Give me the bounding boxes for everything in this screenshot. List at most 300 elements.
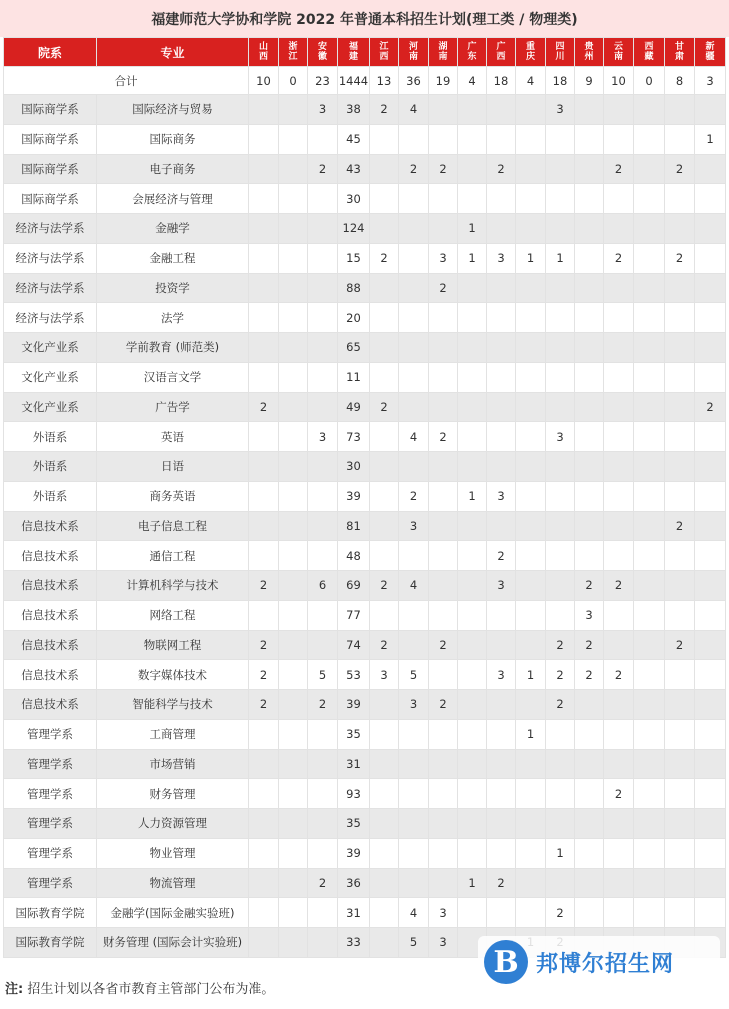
header-province-char: 广 — [467, 42, 477, 52]
quota-cell — [308, 214, 338, 244]
dept-cell: 管理学系 — [4, 809, 97, 839]
total-cell: 1444 — [338, 67, 370, 95]
quota-cell: 2 — [487, 868, 516, 898]
quota-cell — [634, 660, 665, 690]
quota-cell — [399, 452, 429, 482]
quota-cell — [604, 124, 634, 154]
header-province-char: 湖 — [438, 42, 448, 52]
quota-cell — [249, 779, 279, 809]
quota-cell — [695, 333, 726, 363]
header-province-char: 浙 — [288, 42, 298, 52]
quota-cell — [279, 154, 308, 184]
total-cell: 4 — [458, 67, 487, 95]
quota-cell — [308, 600, 338, 630]
quota-cell — [695, 571, 726, 601]
quota-cell — [546, 124, 575, 154]
quota-cell — [665, 481, 695, 511]
major-cell: 商务英语 — [97, 481, 249, 511]
quota-cell — [399, 362, 429, 392]
header-province-char: 广 — [496, 42, 506, 52]
quota-cell — [665, 690, 695, 720]
table-row — [4, 600, 726, 630]
quota-cell — [546, 392, 575, 422]
quota-cell — [634, 452, 665, 482]
quota-cell — [665, 541, 695, 571]
quota-cell: 2 — [604, 660, 634, 690]
quota-cell: 20 — [338, 303, 370, 333]
quota-cell — [458, 719, 487, 749]
quota-cell — [279, 481, 308, 511]
quota-cell — [429, 660, 458, 690]
quota-cell — [399, 243, 429, 273]
quota-cell — [487, 362, 516, 392]
quota-cell: 2 — [249, 690, 279, 720]
major-cell: 投资学 — [97, 273, 249, 303]
quota-cell: 30 — [338, 452, 370, 482]
watermark — [478, 936, 720, 988]
header-province-char: 新 — [705, 42, 715, 52]
quota-cell — [458, 809, 487, 839]
quota-cell: 2 — [370, 392, 399, 422]
quota-cell — [487, 719, 516, 749]
header-province-char: 南 — [613, 52, 623, 62]
quota-cell — [575, 868, 604, 898]
table-row — [4, 481, 726, 511]
quota-cell — [516, 541, 546, 571]
quota-cell: 11 — [338, 362, 370, 392]
quota-cell — [665, 124, 695, 154]
quota-cell — [695, 779, 726, 809]
table-row — [4, 779, 726, 809]
quota-cell — [695, 184, 726, 214]
quota-cell — [665, 660, 695, 690]
quota-cell: 45 — [338, 124, 370, 154]
quota-cell — [279, 600, 308, 630]
quota-cell — [458, 571, 487, 601]
quota-cell — [546, 749, 575, 779]
table-row — [4, 303, 726, 333]
quota-cell — [546, 481, 575, 511]
quota-cell — [399, 809, 429, 839]
header-province-char: 西 — [644, 42, 654, 52]
quota-cell: 35 — [338, 809, 370, 839]
quota-cell — [634, 333, 665, 363]
quota-cell — [604, 868, 634, 898]
quota-cell — [370, 214, 399, 244]
quota-cell: 5 — [399, 928, 429, 958]
quota-cell: 2 — [546, 630, 575, 660]
quota-cell — [516, 600, 546, 630]
header-province — [338, 38, 370, 67]
table-header-row — [4, 38, 726, 67]
footnote — [5, 978, 274, 997]
quota-cell — [546, 719, 575, 749]
quota-cell: 1 — [458, 868, 487, 898]
quota-cell: 2 — [249, 571, 279, 601]
quota-cell: 2 — [487, 154, 516, 184]
quota-cell — [458, 362, 487, 392]
quota-cell — [279, 303, 308, 333]
quota-cell — [695, 600, 726, 630]
quota-cell — [516, 452, 546, 482]
quota-cell — [604, 898, 634, 928]
quota-cell — [308, 303, 338, 333]
quota-cell — [634, 184, 665, 214]
quota-cell — [308, 898, 338, 928]
quota-cell: 39 — [338, 690, 370, 720]
dept-cell: 国际教育学院 — [4, 898, 97, 928]
quota-cell: 1 — [516, 660, 546, 690]
quota-cell — [604, 838, 634, 868]
quota-cell: 49 — [338, 392, 370, 422]
quota-cell — [429, 571, 458, 601]
quota-cell — [249, 214, 279, 244]
table-row — [4, 838, 726, 868]
quota-cell: 35 — [338, 719, 370, 749]
quota-cell — [695, 243, 726, 273]
quota-cell — [665, 362, 695, 392]
quota-cell: 93 — [338, 779, 370, 809]
quota-cell — [634, 838, 665, 868]
total-label: 合计 — [4, 67, 249, 95]
quota-cell: 73 — [338, 422, 370, 452]
quota-cell: 2 — [604, 154, 634, 184]
quota-cell — [634, 809, 665, 839]
quota-cell — [458, 273, 487, 303]
quota-cell: 1 — [516, 719, 546, 749]
quota-cell — [516, 184, 546, 214]
major-cell: 国际经济与贸易 — [97, 95, 249, 125]
quota-cell: 53 — [338, 660, 370, 690]
quota-cell — [575, 243, 604, 273]
quota-cell — [279, 422, 308, 452]
quota-cell — [634, 273, 665, 303]
quota-cell — [634, 124, 665, 154]
quota-cell: 3 — [308, 95, 338, 125]
dept-cell: 外语系 — [4, 481, 97, 511]
quota-cell: 1 — [516, 243, 546, 273]
quota-cell — [249, 898, 279, 928]
table-row — [4, 124, 726, 154]
quota-cell — [308, 333, 338, 363]
dept-cell: 管理学系 — [4, 719, 97, 749]
major-cell: 物业管理 — [97, 838, 249, 868]
header-province — [308, 38, 338, 67]
quota-cell — [249, 838, 279, 868]
quota-cell: 2 — [546, 660, 575, 690]
quota-cell — [695, 868, 726, 898]
quota-cell — [308, 184, 338, 214]
quota-cell — [575, 95, 604, 125]
quota-cell — [546, 868, 575, 898]
enrollment-plan-table — [3, 37, 726, 958]
quota-cell — [604, 184, 634, 214]
quota-cell — [695, 154, 726, 184]
quota-cell — [516, 154, 546, 184]
quota-cell — [279, 124, 308, 154]
quota-cell — [604, 630, 634, 660]
header-province-char: 贵 — [584, 42, 594, 52]
quota-cell: 2 — [399, 154, 429, 184]
quota-cell: 2 — [249, 660, 279, 690]
quota-cell — [516, 481, 546, 511]
quota-cell — [575, 184, 604, 214]
quota-cell — [279, 452, 308, 482]
quota-cell: 2 — [429, 422, 458, 452]
quota-cell — [429, 779, 458, 809]
quota-cell — [695, 541, 726, 571]
quota-cell — [575, 422, 604, 452]
quota-cell — [249, 154, 279, 184]
quota-cell — [279, 214, 308, 244]
quota-cell — [575, 779, 604, 809]
quota-cell — [249, 422, 279, 452]
quota-cell — [575, 690, 604, 720]
quota-cell: 36 — [338, 868, 370, 898]
dept-cell: 经济与法学系 — [4, 243, 97, 273]
quota-cell — [604, 452, 634, 482]
table-row — [4, 243, 726, 273]
major-cell: 学前教育 (师范类) — [97, 333, 249, 363]
quota-cell — [575, 273, 604, 303]
major-cell: 物联网工程 — [97, 630, 249, 660]
quota-cell — [695, 690, 726, 720]
quota-cell — [695, 749, 726, 779]
dept-cell: 经济与法学系 — [4, 273, 97, 303]
quota-cell — [487, 273, 516, 303]
quota-cell — [429, 124, 458, 154]
quota-cell — [516, 362, 546, 392]
quota-cell — [516, 511, 546, 541]
header-province — [634, 38, 665, 67]
quota-cell — [429, 600, 458, 630]
table-row — [4, 184, 726, 214]
quota-cell — [604, 690, 634, 720]
quota-cell — [575, 511, 604, 541]
quota-cell — [575, 362, 604, 392]
quota-cell — [370, 541, 399, 571]
quota-cell: 2 — [429, 273, 458, 303]
quota-cell — [516, 749, 546, 779]
quota-cell — [516, 838, 546, 868]
major-cell: 智能科学与技术 — [97, 690, 249, 720]
quota-cell — [370, 838, 399, 868]
quota-cell — [458, 124, 487, 154]
header-province — [546, 38, 575, 67]
header-province-char: 山 — [258, 42, 268, 52]
header-major: 专业 — [97, 38, 249, 67]
quota-cell — [634, 422, 665, 452]
dept-cell: 外语系 — [4, 452, 97, 482]
quota-cell — [546, 362, 575, 392]
header-province — [487, 38, 516, 67]
quota-cell — [458, 660, 487, 690]
header-province-char: 甘 — [674, 42, 684, 52]
quota-cell — [487, 779, 516, 809]
quota-cell — [458, 749, 487, 779]
quota-cell — [458, 333, 487, 363]
major-cell: 金融学(国际金融实验班) — [97, 898, 249, 928]
header-province — [279, 38, 308, 67]
quota-cell — [370, 898, 399, 928]
header-province-char: 肃 — [674, 52, 684, 62]
table-row — [4, 719, 726, 749]
quota-cell — [634, 392, 665, 422]
header-province-char: 河 — [408, 42, 418, 52]
quota-cell — [279, 541, 308, 571]
quota-cell: 3 — [546, 95, 575, 125]
quota-cell — [575, 333, 604, 363]
dept-cell: 经济与法学系 — [4, 303, 97, 333]
quota-cell — [429, 452, 458, 482]
quota-cell — [575, 749, 604, 779]
quota-cell — [429, 719, 458, 749]
footnote-text: 招生计划以各省市教育主管部门公布为准。 — [27, 982, 275, 997]
quota-cell — [458, 600, 487, 630]
major-cell: 财务管理 — [97, 779, 249, 809]
quota-cell — [634, 600, 665, 630]
quota-cell — [370, 928, 399, 958]
quota-cell — [604, 422, 634, 452]
quota-cell — [458, 184, 487, 214]
quota-cell: 3 — [487, 660, 516, 690]
quota-cell — [429, 333, 458, 363]
quota-cell — [279, 630, 308, 660]
quota-cell — [665, 749, 695, 779]
quota-cell — [546, 273, 575, 303]
header-province — [429, 38, 458, 67]
quota-cell — [665, 95, 695, 125]
quota-cell — [249, 243, 279, 273]
quota-cell — [279, 779, 308, 809]
quota-cell — [604, 214, 634, 244]
dept-cell: 信息技术系 — [4, 690, 97, 720]
header-province — [575, 38, 604, 67]
quota-cell — [604, 809, 634, 839]
quota-cell — [370, 422, 399, 452]
quota-cell — [249, 452, 279, 482]
quota-cell — [634, 541, 665, 571]
quota-cell — [665, 838, 695, 868]
quota-cell — [429, 95, 458, 125]
quota-cell — [575, 452, 604, 482]
quota-cell: 5 — [399, 660, 429, 690]
quota-cell — [399, 719, 429, 749]
dept-cell: 信息技术系 — [4, 660, 97, 690]
quota-cell — [279, 868, 308, 898]
quota-cell — [370, 362, 399, 392]
quota-cell — [279, 928, 308, 958]
quota-cell — [487, 690, 516, 720]
quota-cell: 1 — [458, 481, 487, 511]
quota-cell — [370, 481, 399, 511]
quota-cell — [429, 214, 458, 244]
table-row — [4, 154, 726, 184]
quota-cell — [399, 779, 429, 809]
major-cell: 网络工程 — [97, 600, 249, 630]
quota-cell: 1 — [546, 838, 575, 868]
quota-cell — [429, 541, 458, 571]
dept-cell: 国际商学系 — [4, 184, 97, 214]
header-province — [370, 38, 399, 67]
quota-cell — [695, 273, 726, 303]
quota-cell — [695, 214, 726, 244]
quota-cell — [458, 898, 487, 928]
quota-cell — [279, 333, 308, 363]
quota-cell — [399, 630, 429, 660]
quota-cell — [249, 184, 279, 214]
quota-cell: 65 — [338, 333, 370, 363]
table-row — [4, 571, 726, 601]
quota-cell: 3 — [487, 243, 516, 273]
quota-cell — [487, 392, 516, 422]
quota-cell — [308, 362, 338, 392]
quota-cell — [665, 273, 695, 303]
header-province — [249, 38, 279, 67]
quota-cell — [399, 273, 429, 303]
quota-cell — [695, 660, 726, 690]
header-province-char: 安 — [317, 42, 327, 52]
quota-cell — [516, 422, 546, 452]
quota-cell — [429, 303, 458, 333]
quota-cell: 2 — [370, 571, 399, 601]
quota-cell: 77 — [338, 600, 370, 630]
quota-cell — [308, 809, 338, 839]
quota-cell — [458, 838, 487, 868]
dept-cell: 管理学系 — [4, 868, 97, 898]
footnote-label: 注: — [5, 982, 24, 997]
quota-cell: 3 — [429, 243, 458, 273]
dept-cell: 信息技术系 — [4, 511, 97, 541]
quota-cell — [634, 749, 665, 779]
quota-cell — [249, 511, 279, 541]
quota-cell — [487, 809, 516, 839]
quota-cell — [279, 838, 308, 868]
quota-cell: 1 — [695, 124, 726, 154]
table-row — [4, 452, 726, 482]
dept-cell: 文化产业系 — [4, 333, 97, 363]
total-cell: 0 — [279, 67, 308, 95]
quota-cell: 2 — [308, 868, 338, 898]
quota-cell — [487, 124, 516, 154]
quota-cell — [279, 690, 308, 720]
quota-cell — [634, 779, 665, 809]
header-province-char: 四 — [555, 42, 565, 52]
header-province-char: 州 — [584, 52, 594, 62]
quota-cell — [695, 303, 726, 333]
quota-cell — [279, 273, 308, 303]
quota-cell — [634, 898, 665, 928]
quota-cell: 43 — [338, 154, 370, 184]
watermark-logo-icon: B — [484, 940, 528, 984]
total-cell: 4 — [516, 67, 546, 95]
quota-cell — [399, 541, 429, 571]
quota-cell — [665, 333, 695, 363]
header-province-char: 云 — [613, 42, 623, 52]
quota-cell — [575, 809, 604, 839]
dept-cell: 国际商学系 — [4, 124, 97, 154]
watermark-text: 邦博尔招生网 — [536, 951, 675, 977]
quota-cell — [575, 154, 604, 184]
header-province-char: 徽 — [317, 52, 327, 62]
quota-cell: 2 — [429, 630, 458, 660]
total-cell: 10 — [604, 67, 634, 95]
quota-cell — [279, 362, 308, 392]
quota-cell — [487, 184, 516, 214]
quota-cell: 81 — [338, 511, 370, 541]
quota-cell — [634, 511, 665, 541]
quota-cell — [308, 630, 338, 660]
